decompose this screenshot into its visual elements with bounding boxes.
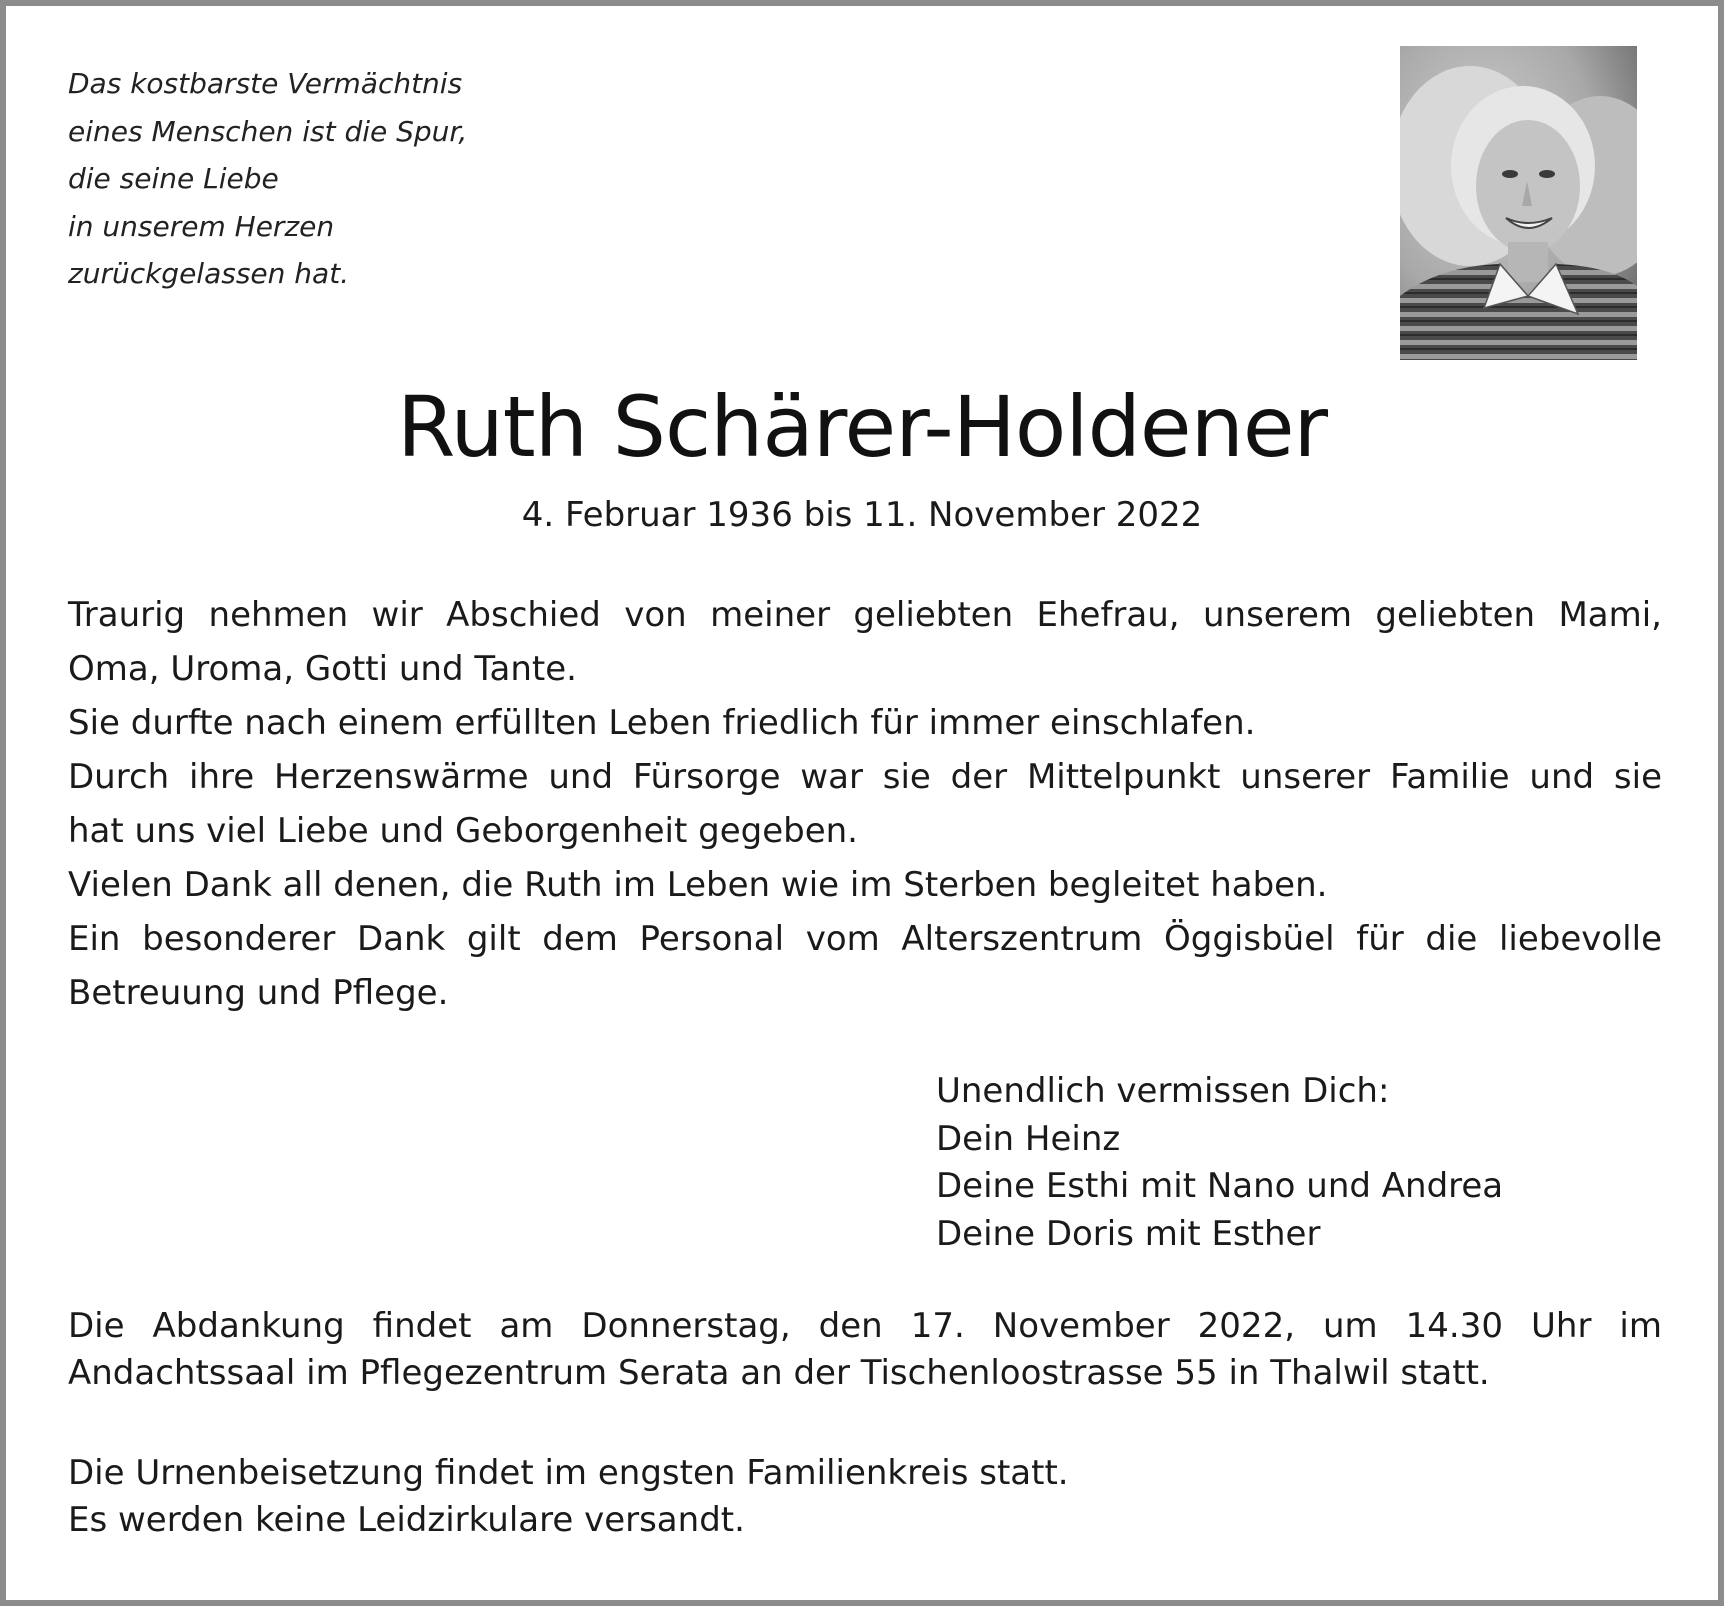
service-announcement xyxy=(68,1303,1662,1397)
mourner-entry: Dein Heinz xyxy=(936,1118,1121,1159)
message-line: hat uns viel Liebe und Geborgenheit gegeben. xyxy=(68,811,858,851)
burial-line: Es werden keine Leidzirkulare versandt. xyxy=(68,1500,745,1540)
message-line: Sie durfte nach einem erfüllten Leben friedlich für immer einschlafen. xyxy=(68,703,1256,743)
mourners-heading: Unendlich vermissen Dich: xyxy=(936,1071,1390,1111)
portrait-photo xyxy=(1400,46,1637,360)
message-line: Oma, Uroma, Gotti und Tante. xyxy=(68,649,577,689)
motto-line: zurückgelassen hat. xyxy=(68,257,350,290)
motto-line: die seine Liebe xyxy=(68,162,279,195)
service-line: Die Abdankung findet am Donnerstag, den 17. November 2022, um 14.30 Uhr im xyxy=(68,1306,1662,1346)
farewell-message xyxy=(68,588,1662,1020)
motto-line: in unserem Herzen xyxy=(68,209,335,243)
message-line: Betreuung und Pflege. xyxy=(68,973,449,1013)
burial-note xyxy=(68,1450,1069,1544)
message-line: Traurig nehmen wir Abschied von meiner geliebten Ehefrau, unserem geliebten Mami, xyxy=(68,595,1662,635)
motto-line: Das kostbarste Vermächtnis xyxy=(68,67,463,100)
burial-line: Die Urnenbeisetzung findet im engsten Familienkreis statt. xyxy=(68,1453,1069,1493)
motto-line: eines Menschen ist die Spur, xyxy=(68,114,468,148)
message-line: Vielen Dank all denen, die Ruth im Leben wie im Sterben begleitet haben. xyxy=(68,865,1328,905)
message-line: Durch ihre Herzenswärme und Fürsorge war sie der Mittelpunkt unserer Familie und sie xyxy=(68,757,1662,797)
motto-verse xyxy=(68,60,467,298)
deceased-name: Ruth Schärer-Holdener xyxy=(396,378,1328,476)
message-line: Ein besonderer Dank gilt dem Personal vom Alterszentrum Öggisbüel für die liebevolle xyxy=(68,919,1662,959)
mourner-entry: Deine Doris mit Esther xyxy=(936,1213,1321,1254)
life-dates: 4. Februar 1936 bis 11. November 2022 xyxy=(521,495,1203,535)
mourners-list xyxy=(936,1068,1503,1258)
mourner-entry: Deine Esthi mit Nano und Andrea xyxy=(936,1166,1504,1206)
service-line: Andachtssaal im Pflegezentrum Serata an der Tischenloostrasse 55 in Thalwil statt. xyxy=(68,1353,1490,1393)
